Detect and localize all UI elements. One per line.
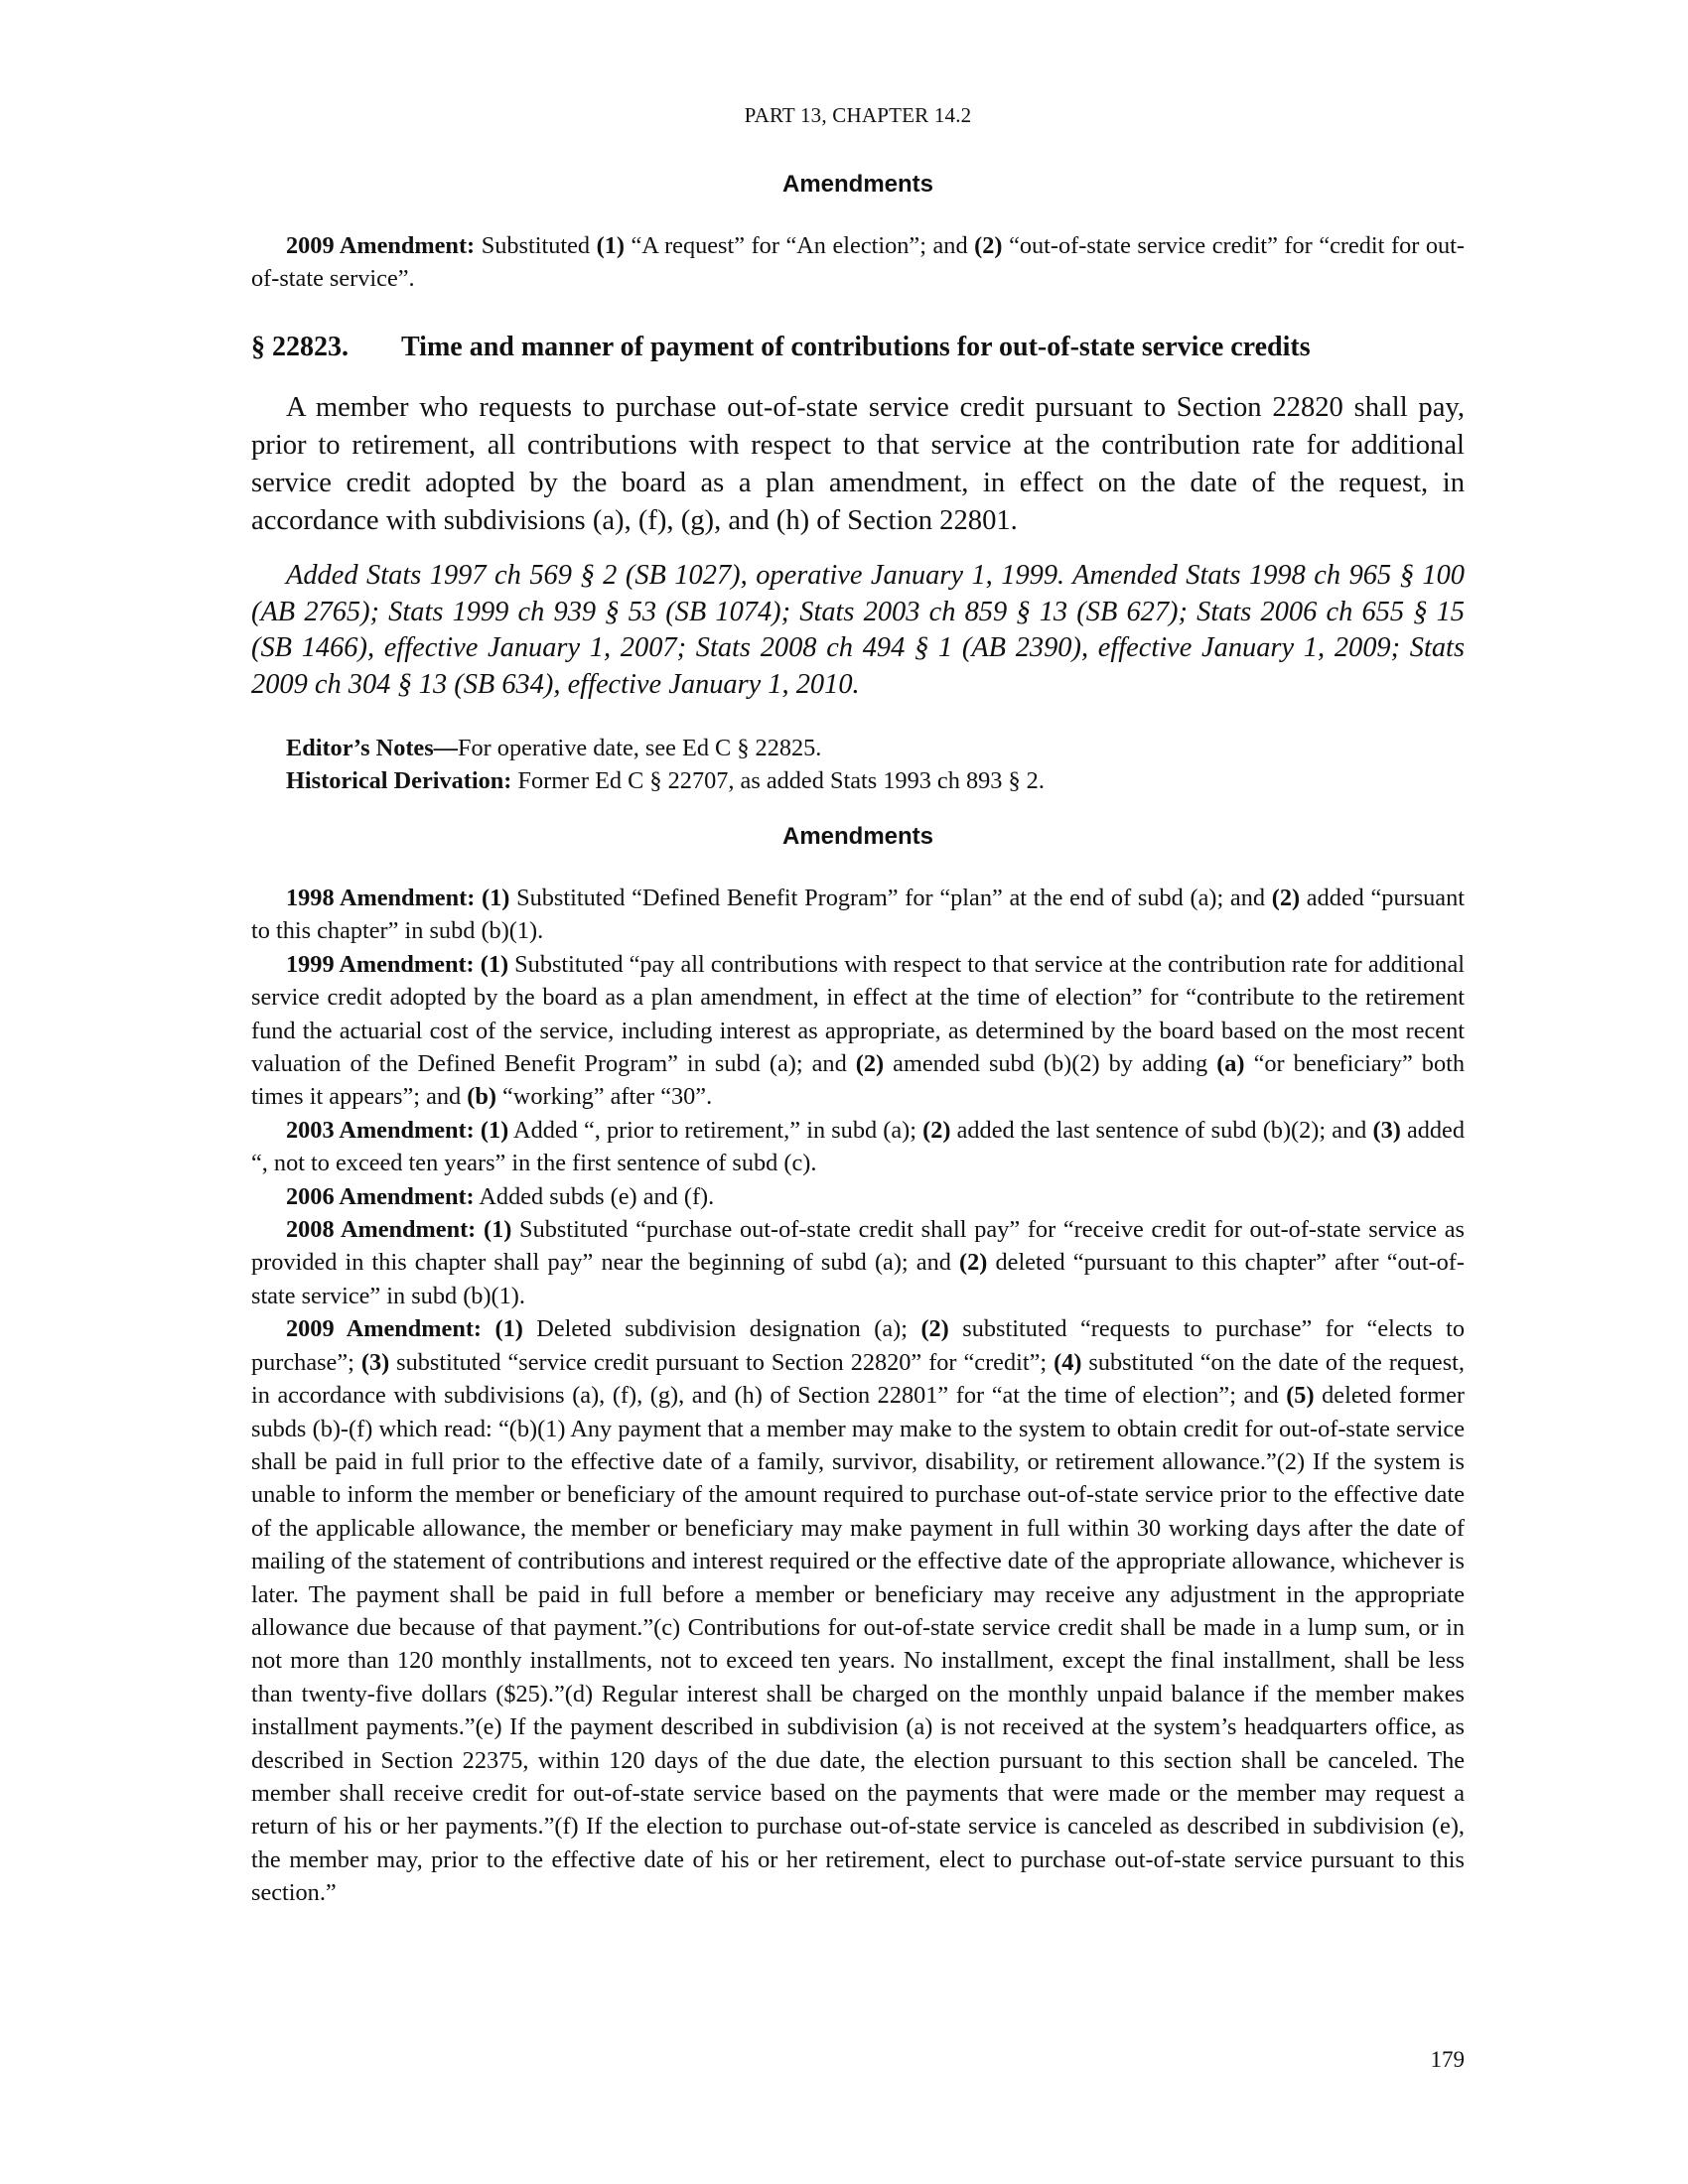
amendment-2009: 2009 Amendment: (1) Deleted subdivision designation (a); (2) substituted “requests to purchase” for “elects to purchase”; (3) substituted “service credit pursuant to Section 22820” for “credit”; (4) substituted “on the date of the request, in accordance with subdivisions (a), (f), (g), and (h) of Section 22801” for “at the time of election”; and (5) deleted former subds (b)-(f) which read: “(b)(1) Any payment that a member may make to the system to obtain credit for out-of-state service shall be paid in full prior to the effective date of a family, survivor, disability, or retirement allowance.”(2) If the system is unable to inform the member or beneficiary of the amount required to purchase out-of-state service prior to the effective date of the applicable allowance, the member or beneficiary may make payment in full within 30 working days after the date of mailing of the statement of contributions and interest required or the effective date of the appropriate allowance, whichever is later. The payment shall be paid in full before a member or beneficiary may receive any adjustment in the appropriate allowance due because of that payment.”(c) Contributions for out-of-state service credit shall be made in a lump sum, or in not more than 120 monthly installments, not to exceed ten years. No installment, except the final installment, shall be less than twenty-five dollars ($25).”(d) Regular interest shall be charged on the monthly unpaid balance if the member makes installment payments.”(e) If the payment described in subdivision (a) is not received at the system’s headquarters office, as described in Section 22375, within 120 days of the due date, the election pursuant to this section shall be canceled. The member shall receive credit for out-of-state service based on the payments that were made or the member may request a return of his or her payments.”(f) If the election to purchase out-of-state service is canceled as described in subdivision (e), the member may, prior to the effective date of his or her retirement, elect to purchase out-of-state service pursuant to this section.” [251, 1315, 1466, 1907]
section-number: § 22823. [251, 332, 349, 362]
running-head: PART 13, CHAPTER 14.2 [744, 103, 972, 127]
amendments-heading: Amendments [781, 171, 934, 198]
amendment-label: 2009 Amendment: [286, 232, 476, 259]
section-body: A member who requests to purchase out-of-state service credit pursuant to Section 22820 shall pay, prior to retirement, all contributions with respect to that service at the contribution rate for additional service credit adopted by the board as a plan amendment, in effect on the date of the request, in accordance with subdivisions (a), (f), (g), and (h) of Section 22801. [251, 392, 1465, 536]
amendment-2003: 2003 Amendment: (1) Added “, prior to retirement,” in subd (a); (2) added the last sentence of subd (b)(2); and (3) added “, not to exceed ten years” in the first sentence of subd (c). [251, 1116, 1465, 1177]
editors-note-line: Editor’s Notes—For operative date, see Ed C § 22825. [286, 735, 822, 761]
historical-derivation-line: Historical Derivation: Former Ed C § 22707, as added Stats 1993 ch 893 § 2. [286, 767, 1045, 794]
amendment-1999: 1999 Amendment: (1) Substituted “pay all contributions with respect to that service at the contribution rate for additional service credit adopted by the board as a plan amendment, in effect at the time of election” for “contribute to the retirement fund the actuarial cost of the service, including interest as appropriate, as determined by the board based on the most recent valuation of the Defined Benefit Program” in subd (a); and (2) amended subd (b)(2) by adding (a) “or beneficiary” both times it appears”; and (b) “working” after “30”. [251, 950, 1465, 1111]
editors-notes [251, 732, 1465, 797]
section-heading [251, 332, 1465, 363]
amendment-2009-previous-section: 2009 Amendment: Substituted (1) “A request” for “An election”; and (2) “out-of-state service credit” for “credit for out-of-state service”. [251, 232, 1466, 292]
section-history: Added Stats 1997 ch 569 § 2 (SB 1027), operative January 1, 1999. Amended Stats 1998 ch 965 § 100 (AB 2765); Stats 1999 ch 939 § 53 (SB 1074); Stats 2003 ch 859 § 13 (SB 627); Stats 2006 ch 655 § 15 (SB 1466), effective January 1, 2007; Stats 2008 ch 494 § 1 (AB 2390), effective January 1, 2009; Stats 2009 ch 304 § 13 (SB 634), effective January 1, 2010. [251, 560, 1465, 700]
amendments-heading: Amendments [781, 823, 934, 850]
amendments-list [251, 882, 1465, 1910]
page-number: 179 [1430, 2047, 1465, 2072]
amendment-2008: 2008 Amendment: (1) Substituted “purchase out-of-state credit shall pay” for “receive credit for out-of-state service as provided in this chapter shall pay” near the beginning of subd (a); and (2) deleted “pursuant to this chapter” after “out-of-state service” in subd (b)(1). [251, 1216, 1465, 1309]
section-title: Time and manner of payment of contributions for out-of-state service credits [401, 332, 1311, 362]
amendment-1998: 1998 Amendment: (1) Substituted “Defined Benefit Program” for “plan” at the end of subd (a); and (2) added “pursuant to this chapter” in subd (b)(1). [251, 885, 1465, 945]
amendment-2006: 2006 Amendment: Added subds (e) and (f). [286, 1182, 715, 1210]
